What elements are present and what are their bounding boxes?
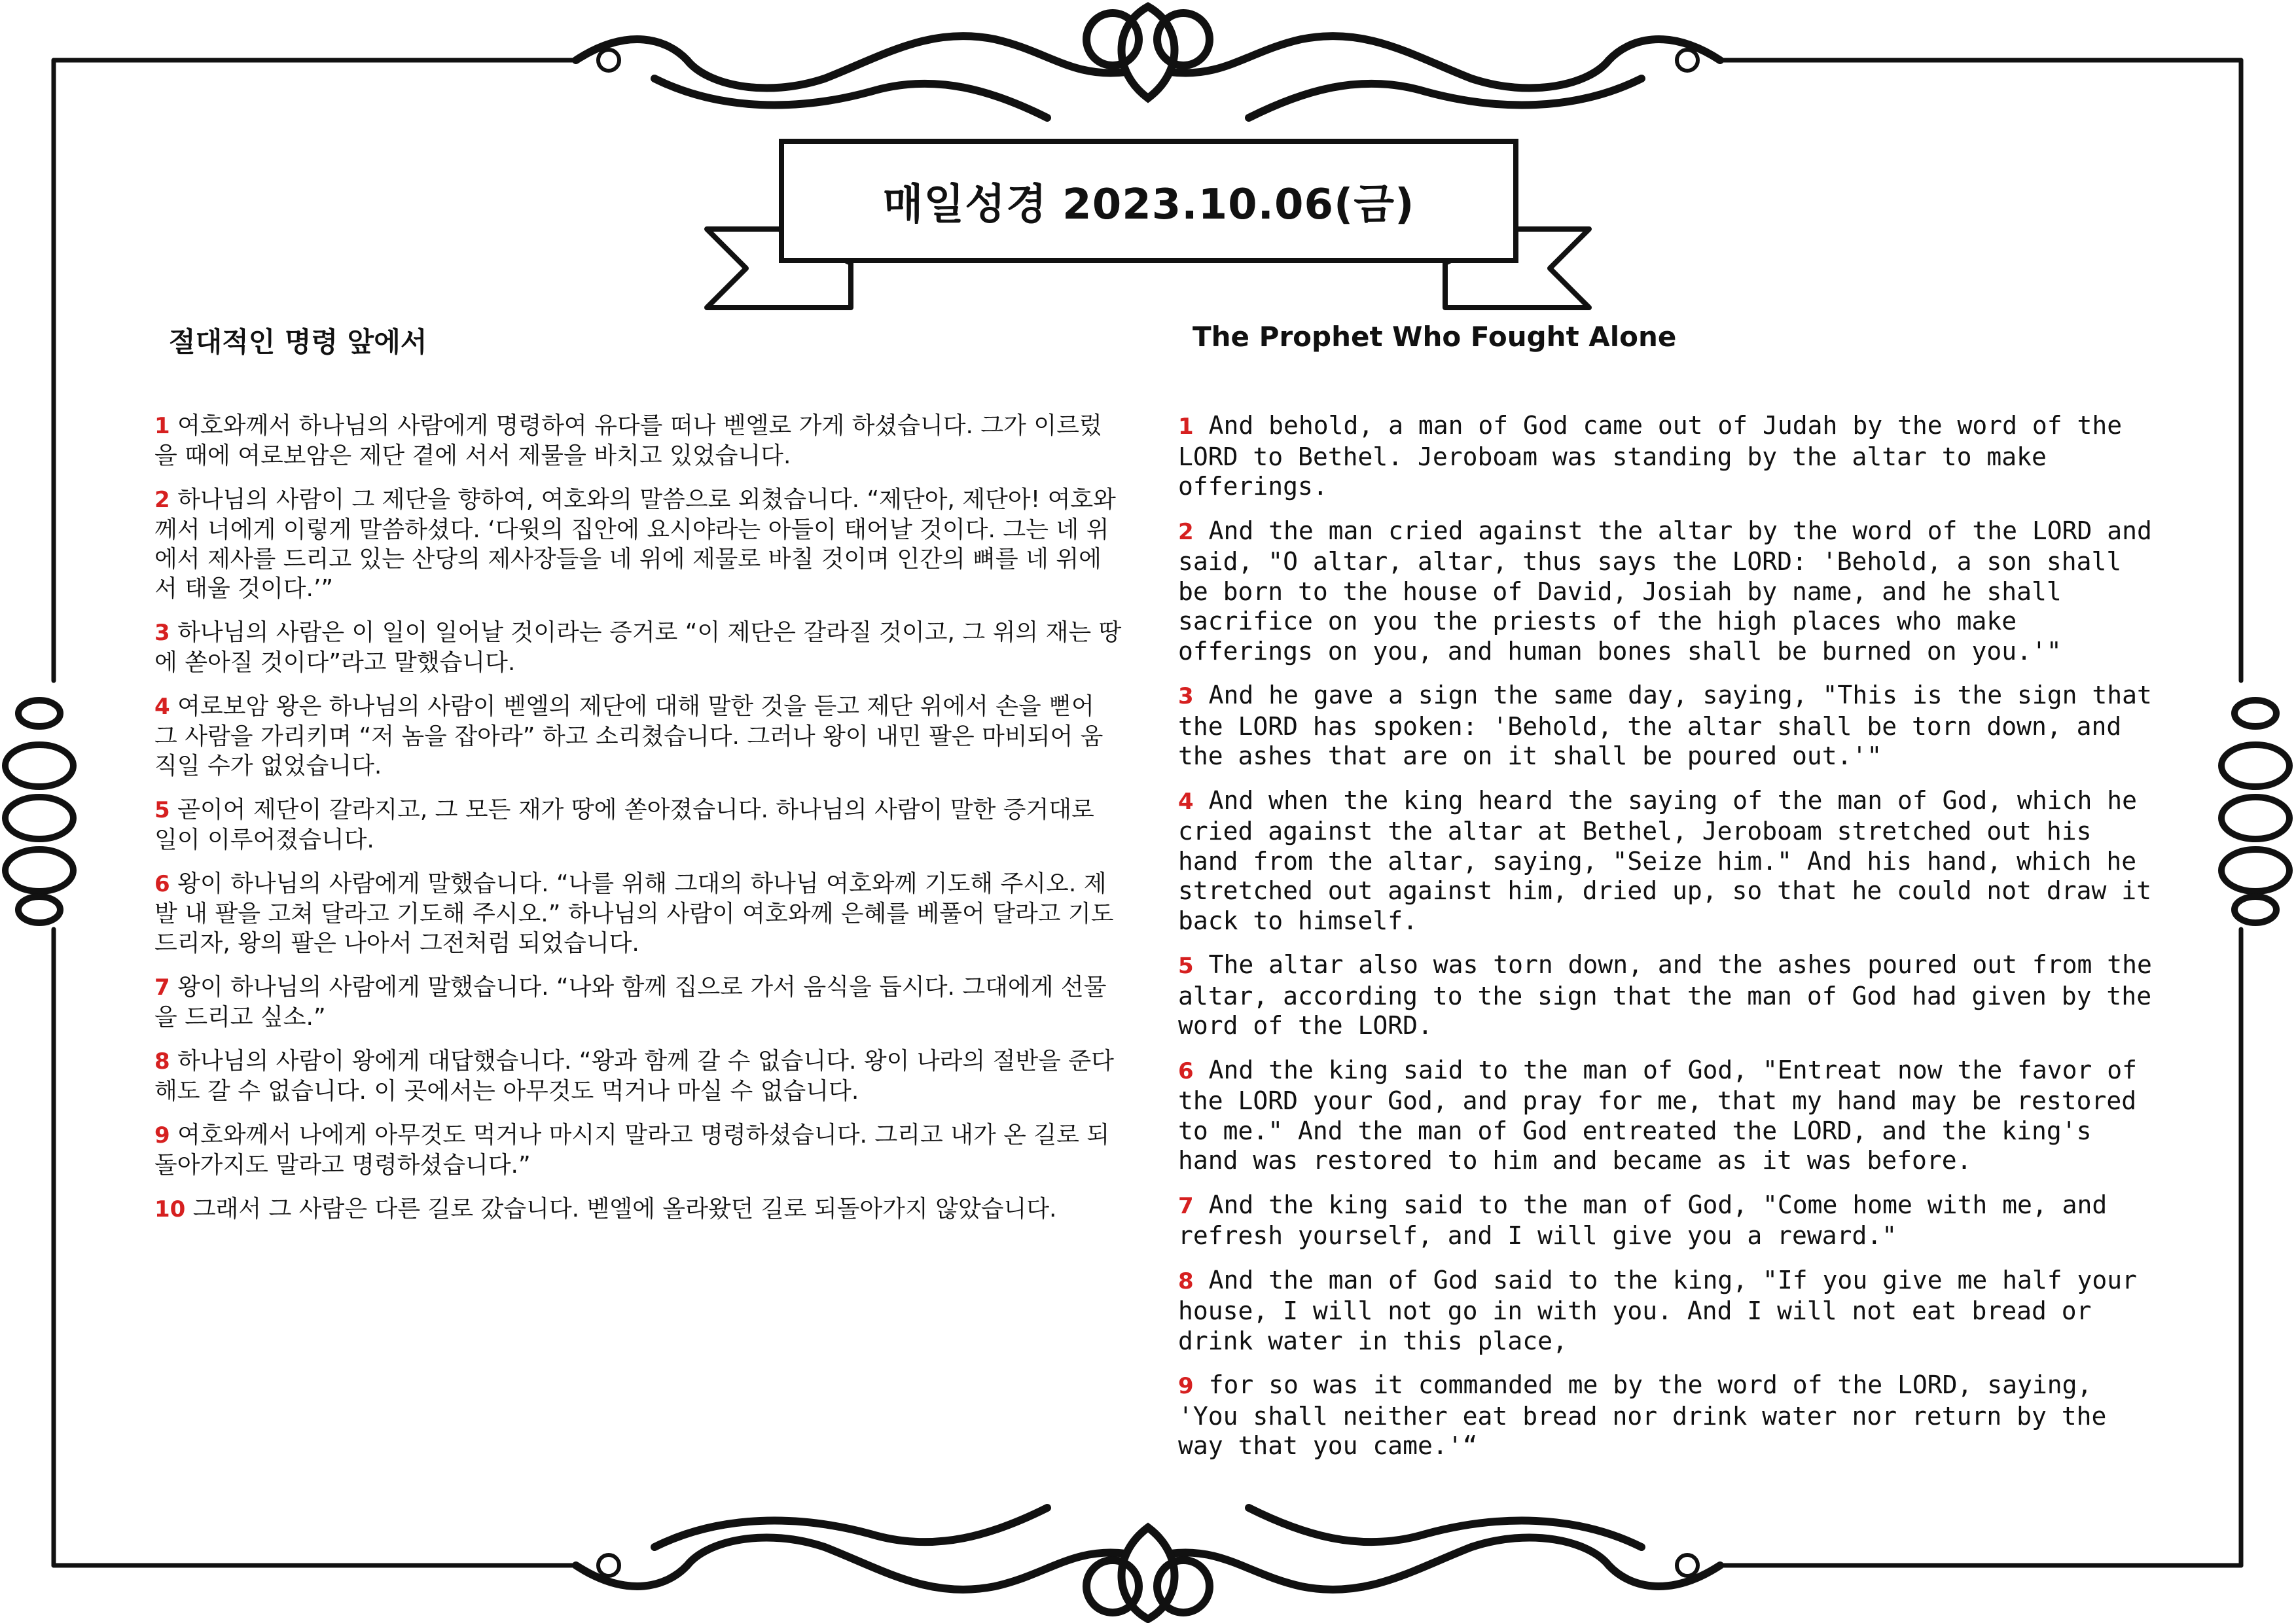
right-side-scroll [2221, 700, 2289, 923]
english-verse-5 [1178, 950, 2153, 1041]
korean-verse-7 [154, 972, 1123, 1032]
verse-text: And he gave a sign the same day, saying, "This is the sign that the LORD has spoken: 'Behold, the altar shall be torn down, and the ashes that are on it shall be poured out.'" [1178, 681, 2152, 770]
verse-text: 여호와께서 나에게 아무것도 먹거나 마시지 말라고 명령하셨습니다. 그리고 내가 온 길로 되돌아가지도 말라고 명령하셨습니다.” [154, 1122, 1110, 1179]
verse-number: 2 [154, 487, 170, 513]
english-verse-3 [1178, 681, 2153, 772]
verse-text: And behold, a man of God came out of Judah by the word of the LORD to Bethel. Jeroboam was standing by the altar to make offerings. [1178, 411, 2123, 501]
verse-number: 5 [1178, 953, 1194, 979]
verse-text: And the king said to the man of God, "Come home with me, and refresh yourself, and I will give you a reward." [1178, 1190, 2108, 1250]
verse-text: The altar also was torn down, and the ashes poured out from the altar, according to the sign that the man of God had given by the word of the LORD. [1178, 950, 2152, 1040]
korean-verse-list [154, 411, 1123, 1239]
verse-number: 1 [154, 413, 170, 439]
verse-number: 2 [1178, 518, 1194, 545]
verse-number: 9 [154, 1122, 170, 1149]
verse-text: 여호와께서 하나님의 사람에게 명령하여 유다를 떠나 벧엘로 가게 하셨습니다. 그가 이르렀을 때에 여로보암은 제단 곁에 서서 제물을 바치고 있었습니다. [154, 412, 1102, 469]
verse-number: 4 [1178, 788, 1194, 815]
verse-number: 1 [1178, 414, 1194, 440]
verse-number: 3 [154, 620, 170, 646]
bottom-flourish [576, 1508, 1720, 1619]
verse-number: 6 [154, 871, 170, 897]
verse-number: 7 [1178, 1192, 1194, 1219]
english-verse-6 [1178, 1056, 2153, 1176]
english-verse-1 [1178, 411, 2153, 502]
english-verse-9 [1178, 1370, 2153, 1461]
english-verse-list [1178, 411, 2153, 1476]
korean-verse-1 [154, 411, 1123, 471]
korean-verse-5 [154, 795, 1123, 855]
top-flourish [576, 7, 1720, 118]
verse-text: 그래서 그 사람은 다른 길로 갔습니다. 벧엘에 올라왔던 길로 되돌아가지 않았습니다. [192, 1196, 1057, 1222]
page-title: 매일성경 2023.10.06(금) [882, 181, 1415, 229]
verse-text: And when the king heard the saying of the man of God, which he cried against the altar at Bethel, Jeroboam stretched out his hand from the altar, saying, "Seize him." And his hand, which he stretched out against him, dried up, so that he could not draw it back to himself. [1178, 785, 2152, 935]
korean-verse-4 [154, 692, 1123, 781]
verse-number: 8 [1178, 1268, 1194, 1294]
verse-number: 6 [1178, 1058, 1194, 1084]
english-section-heading: The Prophet Who Fought Alone [1193, 321, 1677, 353]
verse-text: 하나님의 사람이 그 제단을 향하여, 여호와의 말씀으로 외쳤습니다. “제단아, 제단아! 여호와께서 너에게 이렇게 말씀하셨다. ‘다윗의 집안에 요시야라는 아들이 태어날 것이다. 그는 네 위에서 제사를 드리고 있는 산당의 제사장들을 네 위에 제물로 바칠 것이며 인간의 뼈를 네 위에서 태울 것이다.’” [154, 486, 1116, 602]
verse-number: 9 [1178, 1373, 1194, 1399]
title-banner [779, 139, 1518, 263]
korean-verse-6 [154, 869, 1123, 958]
verse-text: 곧이어 제단이 갈라지고, 그 모든 재가 땅에 쏟아졌습니다. 하나님의 사람이 말한 증거대로 일이 이루어졌습니다. [154, 796, 1094, 853]
verse-number: 3 [1178, 683, 1194, 709]
verse-number: 7 [154, 974, 170, 1001]
verse-text: 왕이 하나님의 사람에게 말했습니다. “나를 위해 그대의 하나님 여호와께 기도해 주시오. 제발 내 팔을 고쳐 달라고 기도해 주시오.” 하나님의 사람이 여호와께 은혜를 베풀어 달라고 기도드리자, 왕의 팔은 나아서 그전처럼 되었습니다. [154, 870, 1114, 957]
korean-verse-3 [154, 618, 1123, 677]
left-side-scroll [5, 700, 73, 923]
verse-number: 8 [154, 1048, 170, 1075]
korean-verse-2 [154, 485, 1123, 603]
korean-verse-10 [154, 1194, 1123, 1224]
verse-text: And the king said to the man of God, "Entreat now the favor of the LORD your God, and pray for me, that my hand may be restored to me." And the man of God entreated the LORD, and the king's hand was restored to him and became as it was before. [1178, 1055, 2137, 1175]
english-verse-8 [1178, 1266, 2153, 1357]
korean-verse-9 [154, 1120, 1123, 1180]
verse-text: And the man of God said to the king, "If you give me half your house, I will not go in with you. And I will not eat bread or drink water in this place, [1178, 1265, 2137, 1355]
verse-text: 여로보암 왕은 하나님의 사람이 벧엘의 제단에 대해 말한 것을 듣고 제단 위에서 손을 뻗어 그 사람을 가리키며 “저 놈을 잡아라” 하고 소리쳤습니다. 그러나 왕이 내민 팔은 마비되어 움직일 수가 없었습니다. [154, 693, 1103, 779]
english-verse-7 [1178, 1190, 2153, 1251]
verse-text: 하나님의 사람이 왕에게 대답했습니다. “왕과 함께 갈 수 없습니다. 왕이 나라의 절반을 준다 해도 갈 수 없습니다. 이 곳에서는 아무것도 먹거나 마실 수 없습니다. [154, 1048, 1114, 1105]
verse-number: 4 [154, 694, 170, 720]
verse-text: 왕이 하나님의 사람에게 말했습니다. “나와 함께 집으로 가서 음식을 듭시다. 그대에게 선물을 드리고 싶소.” [154, 974, 1107, 1031]
verse-number: 5 [154, 797, 170, 823]
verse-text: 하나님의 사람은 이 일이 일어날 것이라는 증거로 “이 제단은 갈라질 것이고, 그 위의 재는 땅에 쏟아질 것이다”라고 말했습니다. [154, 619, 1122, 676]
korean-section-heading: 절대적인 명령 앞에서 [169, 326, 427, 358]
verse-text: And the man cried against the altar by the word of the LORD and said, "O altar, altar, thus says the LORD: 'Behold, a son shall be born to the house of David, Josiah by name, and he shall sacrifice on you the priests of the high places who make offerings on you, and human bones shall be burned on you.'" [1178, 516, 2152, 666]
english-verse-2 [1178, 516, 2153, 667]
verse-text: for so was it commanded me by the word of the LORD, saying, 'You shall neither eat bread nor drink water nor return by the way that you came.'“ [1178, 1370, 2107, 1460]
verse-number: 10 [154, 1196, 186, 1222]
korean-verse-8 [154, 1046, 1123, 1106]
english-verse-4 [1178, 786, 2153, 936]
